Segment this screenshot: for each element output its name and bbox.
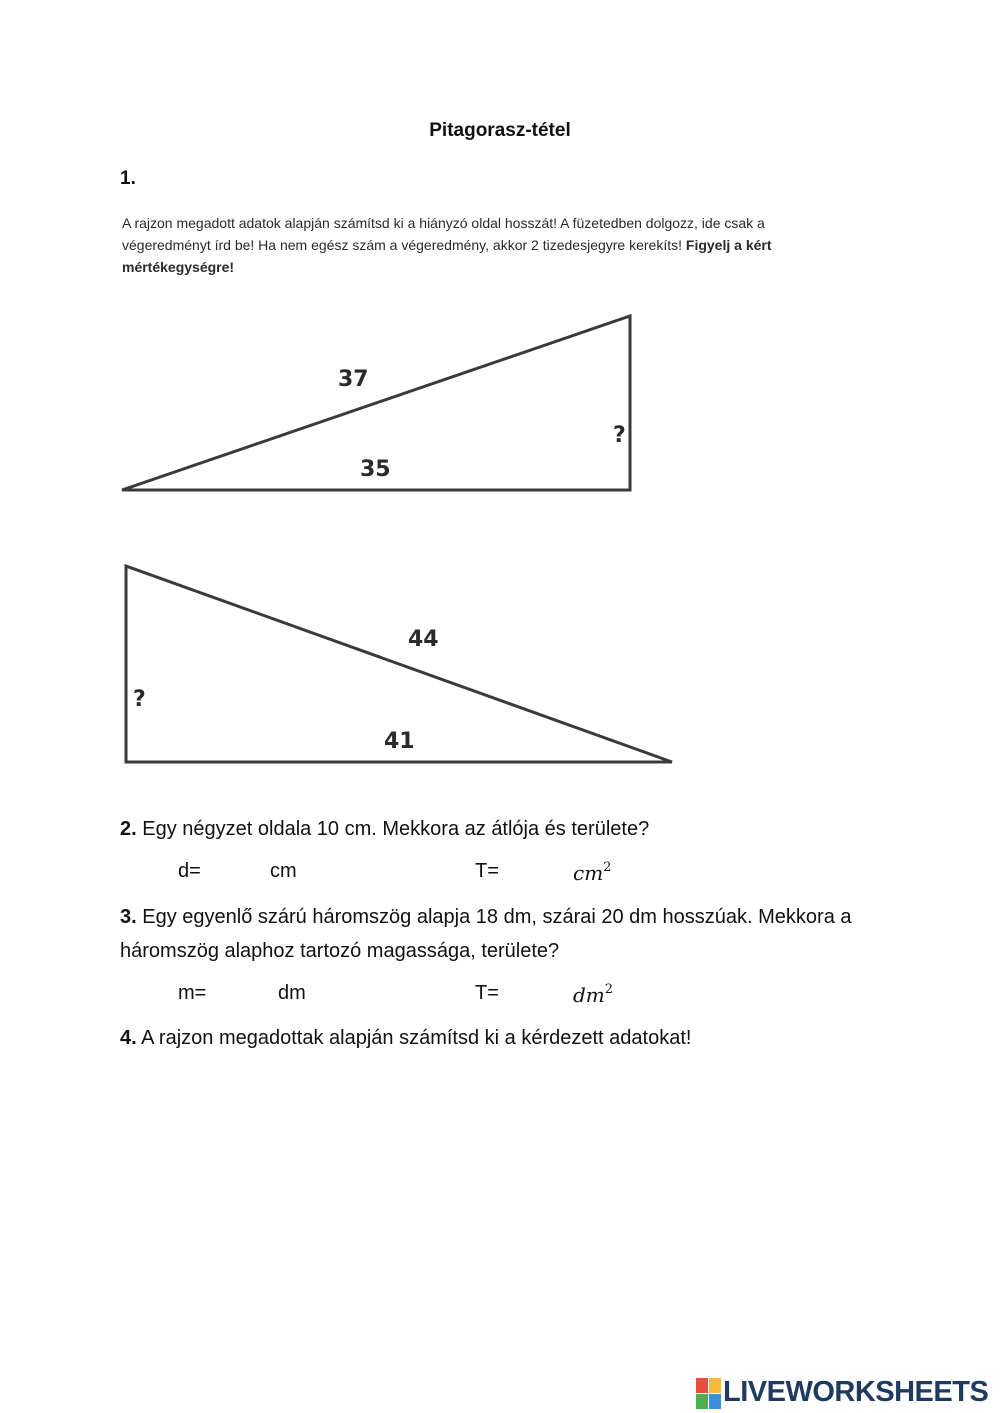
question-3 [120, 900, 890, 968]
triangle-2-unknown-label: ? [133, 687, 146, 712]
logo-mark-icon [696, 1378, 720, 1408]
question-2-answer-2-unit: $cm^2$ [573, 860, 612, 885]
triangle-2-base-label: 41 [384, 729, 415, 754]
triangle-1-figure [0, 300, 700, 520]
question-1-instruction [122, 212, 842, 278]
triangle-2-figure [0, 556, 700, 776]
question-3-text: Egy egyenlő szárú háromszög alapja 18 dm, szárai 20 dm hosszúak. Mekkora a háromszög alaphoz tartozó magassága, területe? [120, 906, 852, 962]
question-3-answer-2-unit: $dm^2$ [573, 982, 614, 1007]
logo-text: LIVEWORKSHEETS [723, 1376, 989, 1408]
question-2-text: Egy négyzet oldala 10 cm. Mekkora az átlója és területe? [142, 818, 650, 840]
question-2-answer-2-label: T= [475, 860, 499, 882]
question-4-number: 4. [120, 1027, 137, 1049]
question-4 [120, 1021, 691, 1055]
question-3-answer-1-unit: dm [278, 982, 306, 1004]
question-2 [120, 812, 649, 846]
question-1-number: 1. [120, 168, 136, 189]
triangle-1-unknown-label: ? [613, 423, 626, 448]
question-4-text: A rajzon megadottak alapján számítsd ki a kérdezett adatokat! [141, 1027, 692, 1049]
question-3-number: 3. [120, 906, 137, 928]
triangle-2-hypotenuse-label: 44 [408, 627, 439, 652]
liveworksheets-logo [696, 1376, 988, 1409]
question-2-answer-1-label: d= [178, 860, 201, 882]
instruction-bold-text: Figyelj a kért mértékegységre! [122, 237, 772, 275]
question-3-answer-2-label: T= [475, 982, 499, 1004]
instruction-text: A rajzon megadott adatok alapján számítsd ki a hiányzó oldal hosszát! A füzetedben dolgozz, ide csak a végeredményt írd be! Ha nem egész szám a végeredmény, akkor 2 tizedesjegyre kerekíts! [122, 215, 765, 253]
question-3-answer-1-label: m= [178, 982, 207, 1004]
triangle-1-base-label: 35 [360, 457, 391, 482]
triangle-1-hypotenuse-label: 37 [338, 367, 369, 392]
question-2-answer-1-unit: cm [270, 860, 297, 882]
question-2-number: 2. [120, 818, 137, 840]
page-title: Pitagorasz-tétel [429, 120, 571, 141]
